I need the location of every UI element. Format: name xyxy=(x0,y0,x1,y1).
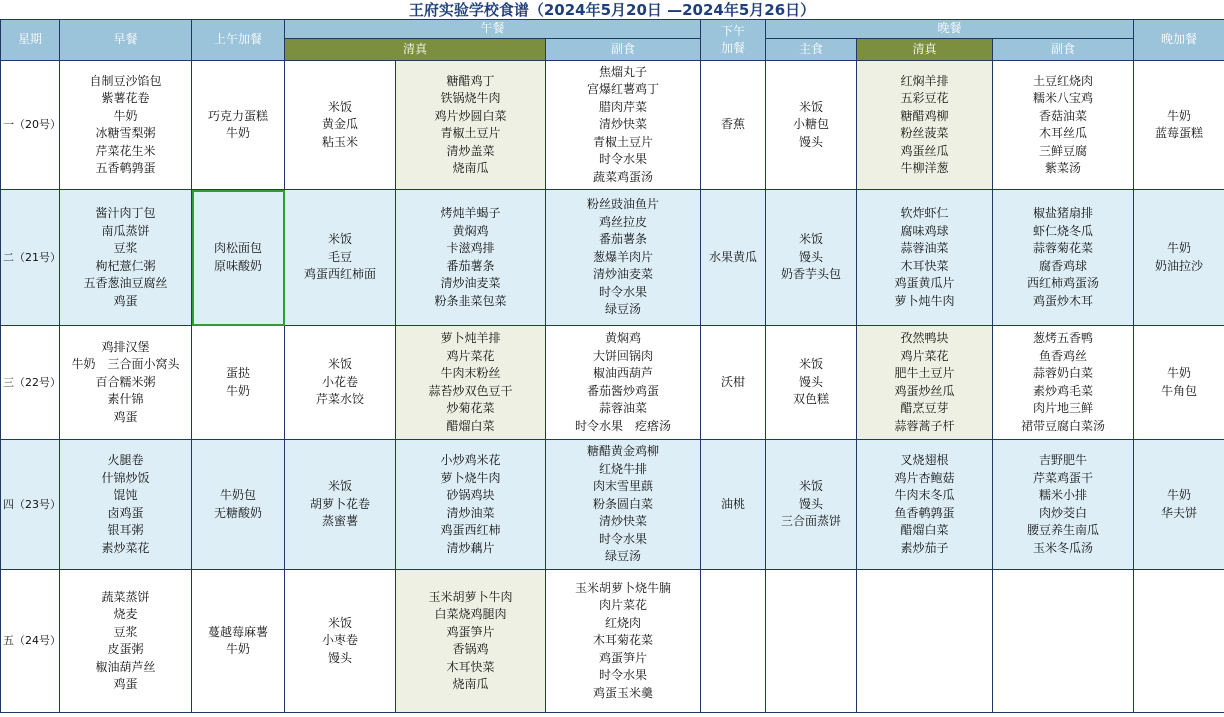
menu-item: 砂锅鸡块 xyxy=(446,488,495,502)
menu-item: 牛肉末冬瓜 xyxy=(894,488,955,502)
header-weekday: 星期 xyxy=(1,20,60,61)
menu-item: 香菇油菜 xyxy=(1039,108,1088,123)
menu-item: 水果黄瓜 xyxy=(709,249,758,264)
day-label[interactable]: 四（23号） xyxy=(1,440,60,570)
menu-item: 蒜蓉蒿子杆 xyxy=(894,418,955,433)
menu-item: 鸡丝拉皮 xyxy=(599,214,648,229)
menu-item: 鸡蛋黄瓜片 xyxy=(894,276,955,290)
menu-item: 西红柿鸡蛋汤 xyxy=(1027,276,1100,290)
menu-item: 木耳快菜 xyxy=(446,659,495,674)
menu-item: 奶油拉沙 xyxy=(1155,258,1204,273)
menu-item: 大饼回锅肉 xyxy=(593,348,654,363)
menu-item: 叉烧翅根 xyxy=(900,453,949,467)
cell-dinner-halal[interactable] xyxy=(857,440,993,570)
menu-item: 芹菜鸡蛋干 xyxy=(1033,470,1094,485)
menu-item: 萝卜烧牛肉 xyxy=(440,470,501,485)
menu-item: 鸡蛋 xyxy=(113,409,138,424)
menu-item: 米饭 xyxy=(799,357,824,372)
menu-item: 蒜苔炒双色豆干 xyxy=(428,383,513,398)
menu-item: 木耳快菜 xyxy=(900,258,949,273)
cell-breakfast[interactable] xyxy=(60,440,192,570)
menu-item: 原味酸奶 xyxy=(213,258,262,273)
cell-lunch-halal[interactable] xyxy=(396,440,546,570)
menu-item: 清炒盖菜 xyxy=(446,143,495,158)
menu-item: 米饭 xyxy=(799,232,824,247)
menu-item: 双色糕 xyxy=(793,392,830,407)
cell-lunch-halal[interactable] xyxy=(396,190,546,326)
menu-item: 毛豆 xyxy=(327,249,352,264)
menu-item: 糖醋鸡柳 xyxy=(900,108,949,123)
menu-item: 冰糖雪梨粥 xyxy=(95,126,156,140)
menu-item: 素炒鸡毛菜 xyxy=(1033,383,1094,398)
cell-dinner-halal[interactable] xyxy=(857,190,993,326)
menu-item: 时令水果 xyxy=(599,152,648,167)
menu-item: 馄饨 xyxy=(113,488,138,502)
day-row xyxy=(1,326,1224,440)
cell-lunch-staple[interactable] xyxy=(285,570,396,713)
menu-item: 绿豆汤 xyxy=(605,549,642,564)
menu-item: 卡滋鸡排 xyxy=(446,241,495,255)
menu-item: 红烧牛排 xyxy=(599,461,648,476)
menu-item: 馒头 xyxy=(799,374,824,389)
menu-item: 米饭 xyxy=(327,479,352,494)
menu-item: 自制豆沙馅包 xyxy=(89,73,162,88)
cell-dinner-side[interactable] xyxy=(993,326,1134,440)
menu-item: 牛奶 xyxy=(1167,366,1192,380)
menu-item: 南瓜蒸饼 xyxy=(101,223,150,238)
menu-item: 腐香鸡球 xyxy=(1039,258,1088,273)
menu-item: 无糖酸奶 xyxy=(213,505,262,520)
header-night-snack: 晚加餐 xyxy=(1134,20,1224,61)
menu-item: 蔬菜鸡蛋汤 xyxy=(593,169,654,184)
day-label[interactable]: 二（21号） xyxy=(1,190,60,326)
cell-lunch-staple[interactable] xyxy=(285,326,396,440)
menu-item: 鸡蛋西红柿面 xyxy=(303,267,376,282)
menu-item: 蔬菜蒸饼 xyxy=(101,589,150,604)
menu-item: 蒜蓉奶白菜 xyxy=(1033,366,1094,380)
menu-item: 番茄酱炒鸡蛋 xyxy=(587,383,660,398)
menu-item: 清炒油菜 xyxy=(446,505,495,520)
menu-item: 肉松面包 xyxy=(213,241,262,255)
menu-item: 腐味鸡球 xyxy=(900,223,949,238)
cell-lunch-side[interactable] xyxy=(546,61,701,190)
menu-item: 绿豆汤 xyxy=(605,302,642,317)
menu-item: 鸡蛋炒木耳 xyxy=(1033,293,1094,308)
menu-item: 椒油西葫芦 xyxy=(593,366,654,380)
cell-lunch-halal[interactable] xyxy=(396,570,546,713)
menu-item: 枸杞薏仁粥 xyxy=(95,258,156,273)
menu-item: 椒盐猪扇排 xyxy=(1033,206,1094,220)
menu-item: 铁锅烧牛肉 xyxy=(440,91,501,105)
cell-lunch-side[interactable] xyxy=(546,190,701,326)
cell-night-snack[interactable] xyxy=(1134,326,1224,440)
menu-item: 蔓越莓麻薯 xyxy=(207,624,268,639)
menu-item: 时令水果 xyxy=(599,284,648,299)
menu-item: 华夫饼 xyxy=(1161,505,1198,520)
menu-item: 皮蛋粥 xyxy=(107,642,144,656)
cell-lunch-side[interactable] xyxy=(546,440,701,570)
menu-item: 米饭 xyxy=(799,479,824,494)
header-lunch-halal: 清真 xyxy=(285,39,546,61)
menu-item: 鸡蛋玉米羹 xyxy=(593,685,654,700)
menu-item: 糯米小排 xyxy=(1039,488,1088,502)
cell-breakfast[interactable] xyxy=(60,570,192,713)
menu-body xyxy=(1,61,1224,713)
menu-item: 红焖羊排 xyxy=(900,73,949,88)
menu-item: 清炒快菜 xyxy=(599,117,648,132)
cell-lunch-staple[interactable] xyxy=(285,61,396,190)
menu-item: 小花卷 xyxy=(321,374,358,389)
menu-item: 三鲜豆腐 xyxy=(1039,143,1088,158)
day-row xyxy=(1,570,1224,713)
menu-item: 五香葱油豆腐丝 xyxy=(83,276,168,290)
menu-item: 木耳丝瓜 xyxy=(1039,126,1088,140)
cell-afternoon-snack[interactable] xyxy=(701,190,766,326)
menu-item: 五彩豆花 xyxy=(900,91,949,105)
menu-item: 蒜蓉油菜 xyxy=(599,401,648,415)
day-label[interactable]: 五（24号） xyxy=(1,570,60,713)
menu-item: 鱼香鸡丝 xyxy=(1039,348,1088,363)
menu-item: 青椒土豆片 xyxy=(593,134,654,149)
cell-dinner-staple[interactable] xyxy=(766,61,857,190)
day-label[interactable]: 三（22号） xyxy=(1,326,60,440)
header-dinner-halal: 清真 xyxy=(857,39,993,61)
cell-afternoon-snack[interactable] xyxy=(701,440,766,570)
menu-item: 豆浆 xyxy=(113,241,138,255)
menu-item: 萝卜炖羊排 xyxy=(440,331,501,345)
cell-lunch-halal[interactable] xyxy=(396,326,546,440)
cell-dinner-staple[interactable] xyxy=(766,326,857,440)
menu-item: 时令水果 xyxy=(599,668,648,683)
menu-item: 玉米胡萝卜牛肉 xyxy=(428,589,513,604)
menu-item: 牛奶 xyxy=(225,642,250,656)
menu-item: 蒜蓉菊花菜 xyxy=(1033,241,1094,255)
cell-afternoon-snack[interactable] xyxy=(701,570,766,713)
menu-item: 卤鸡蛋 xyxy=(107,505,144,520)
menu-item: 番茄薯条 xyxy=(599,232,648,247)
cell-dinner-side[interactable] xyxy=(993,570,1134,713)
cell-dinner-halal[interactable] xyxy=(857,61,993,190)
menu-item: 肉片菜花 xyxy=(599,598,648,613)
menu-item: 鸡蛋 xyxy=(113,293,138,308)
cell-dinner-halal[interactable] xyxy=(857,570,993,713)
menu-item: 椒油葫芦丝 xyxy=(95,659,156,674)
menu-item: 鸡片菜花 xyxy=(446,348,495,363)
menu-item: 腰豆养生南瓜 xyxy=(1027,523,1100,537)
menu-item: 糖醋鸡丁 xyxy=(446,73,495,88)
cell-lunch-side[interactable] xyxy=(546,570,701,713)
menu-item: 宫爆红薯鸡丁 xyxy=(587,82,660,97)
menu-item: 葱爆羊肉片 xyxy=(593,249,654,264)
menu-item: 牛奶包 xyxy=(219,488,256,502)
menu-item: 粘玉米 xyxy=(321,134,358,149)
menu-item: 鸡片杏鲍菇 xyxy=(894,470,955,485)
cell-night-snack[interactable] xyxy=(1134,190,1224,326)
menu-item: 豆浆 xyxy=(113,624,138,639)
menu-item: 黄焖鸡 xyxy=(452,223,489,238)
menu-item: 焦熘丸子 xyxy=(599,64,648,79)
menu-item: 清炒油麦菜 xyxy=(440,276,501,290)
menu-item: 烧南瓜 xyxy=(452,677,489,691)
menu-item: 牛奶 xyxy=(1167,108,1192,123)
menu-item: 芹菜水饺 xyxy=(315,392,364,407)
menu-item: 米饭 xyxy=(799,99,824,114)
menu-item: 巧克力蛋糕 xyxy=(207,108,268,123)
cell-lunch-halal[interactable] xyxy=(396,61,546,190)
cell-breakfast[interactable] xyxy=(60,61,192,190)
cell-breakfast[interactable] xyxy=(60,326,192,440)
cell-night-snack[interactable] xyxy=(1134,61,1224,190)
menu-item: 馒头 xyxy=(799,249,824,264)
menu-item: 玉米胡萝卜烧牛腩 xyxy=(575,580,672,595)
menu-item: 裙带豆腐白菜汤 xyxy=(1021,418,1106,433)
menu-item: 炒菊花菜 xyxy=(446,401,495,415)
cell-morning-snack[interactable] xyxy=(192,326,285,440)
menu-item: 吉野肥牛 xyxy=(1039,453,1088,467)
menu-item: 肉炒茭白 xyxy=(1039,505,1088,520)
menu-item: 糯米八宝鸡 xyxy=(1033,91,1094,105)
menu-item: 醋烹豆芽 xyxy=(900,401,949,415)
menu-item: 醋熘白菜 xyxy=(900,523,949,537)
menu-table xyxy=(0,19,1224,713)
menu-item: 红烧肉 xyxy=(605,615,642,630)
menu-item: 清炒藕片 xyxy=(446,540,495,555)
menu-item: 鸡片炒圆白菜 xyxy=(434,108,507,123)
menu-item: 清炒快菜 xyxy=(599,514,648,529)
menu-item: 鸡排汉堡 xyxy=(101,339,150,354)
menu-item: 酱汁肉丁包 xyxy=(95,206,156,220)
menu-item: 馒头 xyxy=(799,496,824,511)
cell-night-snack[interactable] xyxy=(1134,570,1224,713)
menu-item: 沃柑 xyxy=(721,374,746,389)
menu-item: 粉丝菠菜 xyxy=(900,126,949,140)
menu-item: 火腿卷 xyxy=(107,453,144,467)
menu-item: 馒头 xyxy=(799,134,824,149)
menu-item: 牛奶 xyxy=(113,108,138,123)
menu-item: 牛角包 xyxy=(1161,383,1198,398)
day-row xyxy=(1,440,1224,570)
menu-item: 粉丝豉油鱼片 xyxy=(587,197,660,212)
menu-item: 胡萝卜花卷 xyxy=(309,496,370,511)
menu-item: 香锅鸡 xyxy=(452,642,489,656)
menu-item: 素炒菜花 xyxy=(101,540,150,555)
cell-lunch-side[interactable] xyxy=(546,326,701,440)
header-dinner: 晚餐 xyxy=(766,20,1134,39)
menu-item: 葱烤五香鸭 xyxy=(1033,331,1094,345)
menu-item: 鸡蛋炒丝瓜 xyxy=(894,383,955,398)
menu-item: 芹菜花生米 xyxy=(95,143,156,158)
menu-item: 紫薯花卷 xyxy=(101,91,150,105)
cell-dinner-halal[interactable] xyxy=(857,326,993,440)
menu-item: 香蕉 xyxy=(721,117,746,132)
cell-lunch-staple[interactable] xyxy=(285,440,396,570)
menu-item: 土豆红烧肉 xyxy=(1033,73,1094,88)
cell-morning-snack[interactable] xyxy=(192,190,285,326)
menu-item: 鸡蛋 xyxy=(113,677,138,691)
menu-item: 牛奶 xyxy=(1167,241,1192,255)
menu-item: 小炒鸡米花 xyxy=(440,453,501,467)
menu-item: 孜然鸭块 xyxy=(900,331,949,345)
menu-item: 馒头 xyxy=(327,650,352,665)
cell-morning-snack[interactable] xyxy=(192,570,285,713)
header-morning-snack: 上午加餐 xyxy=(192,20,285,61)
menu-item: 烧南瓜 xyxy=(452,161,489,175)
menu-item: 蒸蜜薯 xyxy=(321,514,358,529)
cell-lunch-staple[interactable] xyxy=(285,190,396,326)
cell-breakfast[interactable] xyxy=(60,190,192,326)
cell-dinner-staple[interactable] xyxy=(766,440,857,570)
menu-item: 小糖包 xyxy=(793,117,830,132)
cell-dinner-staple[interactable] xyxy=(766,190,857,326)
day-row xyxy=(1,190,1224,326)
menu-item: 米饭 xyxy=(327,99,352,114)
header-lunch-side: 副食 xyxy=(546,39,701,61)
day-row xyxy=(1,61,1224,190)
menu-item: 牛奶 xyxy=(225,126,250,140)
menu-item: 米饭 xyxy=(327,232,352,247)
menu-item: 萝卜炖牛肉 xyxy=(894,293,955,308)
menu-item: 清炒油麦菜 xyxy=(593,267,654,282)
cell-afternoon-snack[interactable] xyxy=(701,326,766,440)
menu-item: 蛋挞 xyxy=(225,366,250,380)
header-breakfast: 早餐 xyxy=(60,20,192,61)
menu-item: 牛柳洋葱 xyxy=(900,161,949,175)
menu-item: 腊肉芹菜 xyxy=(599,99,648,114)
menu-item: 蒜蓉油菜 xyxy=(900,241,949,255)
menu-item: 牛奶 三合面小窝头 xyxy=(71,357,180,372)
menu-item: 番茄薯条 xyxy=(446,258,495,273)
menu-item: 时令水果 xyxy=(599,531,648,546)
menu-item: 油桃 xyxy=(721,496,746,511)
menu-item: 素什锦 xyxy=(107,392,144,407)
menu-item: 五香鹌鹑蛋 xyxy=(95,161,156,175)
menu-item: 粉条韭菜包菜 xyxy=(434,293,507,308)
menu-item: 黄金瓜 xyxy=(321,117,358,132)
menu-item: 醋熘白菜 xyxy=(446,418,495,433)
menu-item: 鱼香鹌鹑蛋 xyxy=(894,505,955,520)
menu-item: 紫菜汤 xyxy=(1045,161,1082,175)
menu-item: 牛肉末粉丝 xyxy=(440,366,501,380)
cell-dinner-side[interactable] xyxy=(993,190,1134,326)
cell-dinner-side[interactable] xyxy=(993,440,1134,570)
cell-morning-snack[interactable] xyxy=(192,61,285,190)
menu-item: 软炸虾仁 xyxy=(900,206,949,220)
menu-item: 奶香芋头包 xyxy=(781,267,842,282)
header-dinner-side: 副食 xyxy=(993,39,1134,61)
menu-item: 牛奶 xyxy=(1167,488,1192,502)
page-title: 王府实验学校食谱（2024年5月20日 —2024年5月26日） xyxy=(408,1,816,19)
menu-item: 肉片地三鲜 xyxy=(1033,401,1094,415)
menu-item: 鸡蛋西红柿 xyxy=(440,523,501,537)
menu-item: 鸡片菜花 xyxy=(900,348,949,363)
cell-morning-snack[interactable] xyxy=(192,440,285,570)
menu-item: 鸡蛋笋片 xyxy=(599,650,648,665)
menu-item: 牛奶 xyxy=(225,383,250,398)
menu-item: 蓝莓蛋糕 xyxy=(1155,126,1204,140)
menu-item: 米饭 xyxy=(327,357,352,372)
menu-item: 烤炖羊蝎子 xyxy=(440,206,501,220)
header-afternoon-snack: 下午 加餐 xyxy=(701,20,766,61)
menu-item: 银耳粥 xyxy=(107,523,144,537)
menu-item: 肉末雪里蕻 xyxy=(593,479,654,494)
menu-item: 青椒土豆片 xyxy=(440,126,501,140)
menu-item: 白菜烧鸡腿肉 xyxy=(434,607,507,621)
menu-item: 木耳菊花菜 xyxy=(593,633,654,648)
menu-item: 米饭 xyxy=(327,615,352,630)
menu-item: 小枣卷 xyxy=(321,633,358,648)
menu-item: 三合面蒸饼 xyxy=(781,514,842,529)
menu-item: 虾仁烧冬瓜 xyxy=(1033,223,1094,238)
menu-item: 什锦炒饭 xyxy=(101,470,150,485)
menu-item: 时令水果 疙瘩汤 xyxy=(575,418,672,433)
menu-item: 鸡蛋笋片 xyxy=(446,624,495,639)
menu-item: 粉条圆白菜 xyxy=(593,496,654,511)
cell-dinner-side[interactable] xyxy=(993,61,1134,190)
menu-item: 黄焖鸡 xyxy=(605,331,642,345)
header-lunch: 午餐 xyxy=(285,20,701,39)
menu-item: 糖醋黄金鸡柳 xyxy=(587,444,660,459)
cell-afternoon-snack[interactable] xyxy=(701,61,766,190)
cell-dinner-staple[interactable] xyxy=(766,570,857,713)
header-dinner-staple: 主食 xyxy=(766,39,857,61)
menu-item: 烧麦 xyxy=(113,607,138,621)
menu-item: 素炒茄子 xyxy=(900,540,949,555)
menu-item: 鸡蛋丝瓜 xyxy=(900,143,949,158)
menu-item: 玉米冬瓜汤 xyxy=(1033,540,1094,555)
menu-item: 百合糯米粥 xyxy=(95,374,156,389)
cell-night-snack[interactable] xyxy=(1134,440,1224,570)
menu-item: 肥牛土豆片 xyxy=(894,366,955,380)
day-label[interactable]: 一（20号） xyxy=(1,61,60,190)
